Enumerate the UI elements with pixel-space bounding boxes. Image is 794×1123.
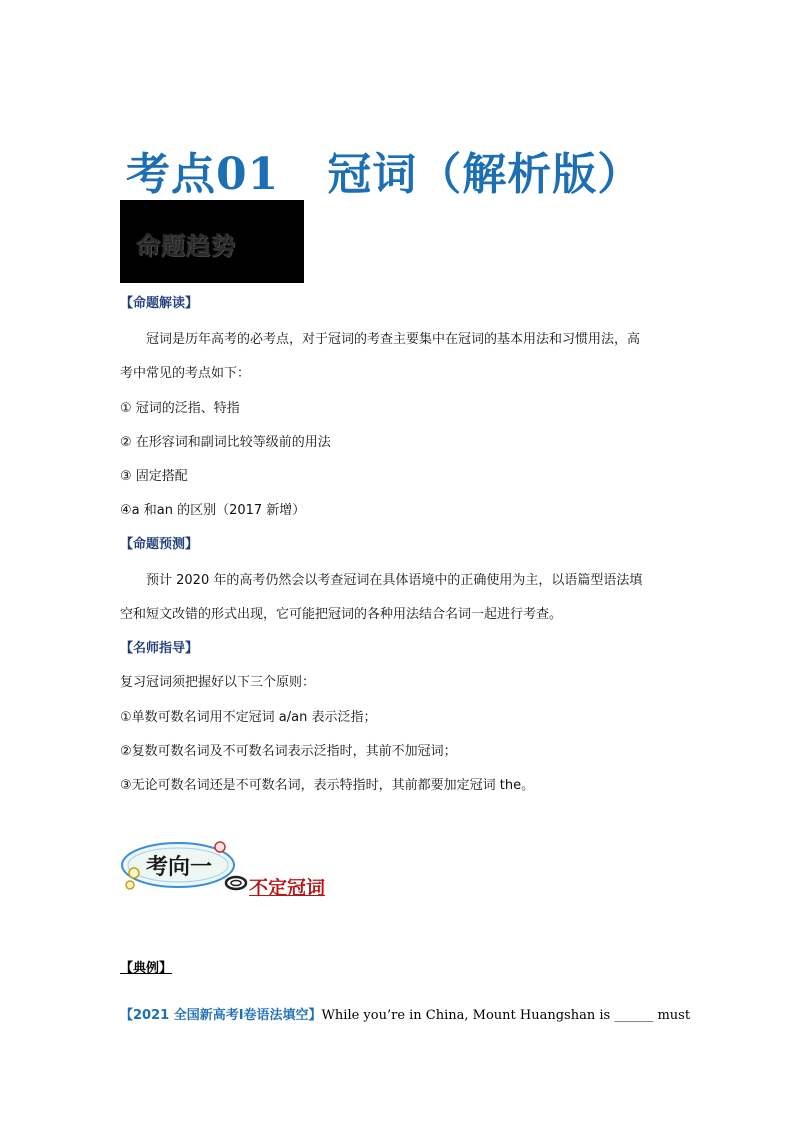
point-item-4: ④a 和an 的区别（2017 新增） (120, 503, 306, 518)
decor-ring-icon (126, 881, 134, 889)
interpretation-line-1: 冠词是历年高考的必考点，对于冠词的考查主要集中在冠词的基本用法和习惯用法，高 (146, 332, 641, 347)
guidance-heading: 【名师指导】 (120, 641, 199, 656)
interpretation-line-2: 考中常见的考点如下： (120, 366, 251, 381)
direction-badge-label: 考向一 (146, 854, 213, 880)
decor-ring-icon (129, 868, 139, 878)
guidance-rule-3: ③无论可数名词还是不可数名词，表示特指时，其前都要加定冠词 the。 (120, 778, 535, 793)
question-text: While you’re in China, Mount Huangshan is ______ must (321, 1008, 691, 1023)
example-tag: 【典例】 (120, 961, 173, 976)
prediction-line-2: 空和短文改错的形式出现，它可能把冠词的各种用法结合名词一起进行考查。 (120, 607, 563, 622)
prediction-line-1: 预计 2020 年的高考仍然会以考查冠词在具体语境中的正确使用为主，以语篇型语法填 (146, 573, 643, 588)
guidance-intro: 复习冠词须把握好以下三个原则： (120, 675, 316, 690)
point-item-2: ② 在形容词和副词比较等级前的用法 (120, 435, 331, 450)
guidance-rule-1: ①单数可数名词用不定冠词 a/an 表示泛指； (120, 710, 377, 725)
point-item-1: ① 冠词的泛指、特指 (120, 401, 240, 416)
page-title (126, 138, 642, 202)
title-topic-number: 考点01 (126, 149, 280, 200)
decor-ring-icon (226, 877, 246, 889)
direction-label: 不定冠词 (249, 877, 326, 899)
direction-badge (118, 838, 253, 900)
interpretation-heading: 【命题解读】 (120, 296, 199, 311)
prediction-heading: 【命题预测】 (120, 537, 199, 552)
guidance-rule-2: ②复数可数名词及不可数名词表示泛指时，其前不加冠词； (120, 744, 457, 759)
trend-banner (120, 200, 304, 283)
point-item-3: ③ 固定搭配 (120, 469, 188, 484)
trend-banner-label: 命题趋势 (136, 232, 236, 260)
question-line (120, 1004, 690, 1023)
question-source: 【2021 全国新高考Ⅰ卷语法填空】 (120, 1008, 322, 1023)
decor-ring-icon (215, 842, 225, 852)
title-topic-name: 冠词（解析版） (327, 149, 643, 200)
